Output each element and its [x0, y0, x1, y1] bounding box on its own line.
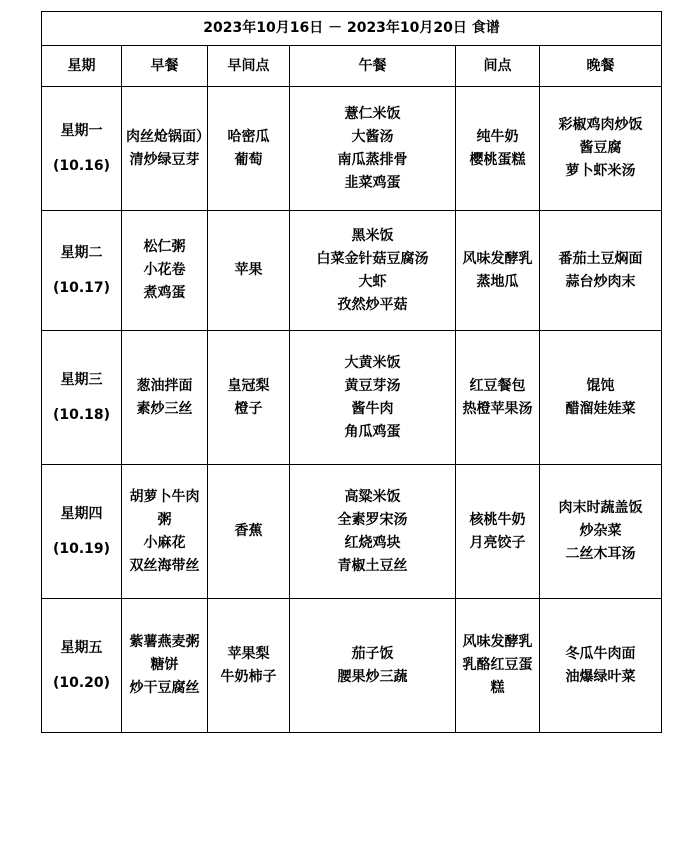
menu-item: 核桃牛奶 — [469, 511, 526, 528]
header-row — [42, 46, 662, 87]
menu-item: 清炒绿豆芽 — [129, 151, 200, 168]
menu-item: 香蕉 — [234, 523, 263, 539]
menu-item: 素炒三丝 — [136, 400, 193, 417]
menu-item: 腰果炒三蔬 — [337, 668, 408, 685]
menu-item: 牛奶柿子 — [220, 668, 277, 685]
day-date: (10.16) — [52, 157, 111, 174]
menu-table — [41, 11, 662, 733]
morning-snack-cell — [208, 465, 290, 599]
menu-item: 蒜台炒肉末 — [565, 273, 636, 290]
day-cell — [42, 465, 122, 599]
breakfast-cell — [122, 599, 208, 733]
table-row — [42, 599, 662, 733]
menu-item: 红烧鸡块 — [344, 534, 401, 551]
afternoon-snack-cell — [456, 331, 540, 465]
day-name: 星期五 — [60, 639, 103, 656]
header-breakfast: 早餐 — [122, 46, 208, 87]
morning-snack-cell — [208, 599, 290, 733]
table-row — [42, 87, 662, 211]
day-cell — [42, 599, 122, 733]
menu-item: 萝卜虾米汤 — [565, 163, 636, 179]
menu-item: 南瓜蒸排骨 — [337, 151, 408, 168]
menu-item: 彩椒鸡肉炒饭 — [558, 117, 643, 133]
lunch-cell — [290, 211, 456, 331]
dinner-cell — [540, 331, 662, 465]
lunch-cell — [290, 599, 456, 733]
menu-item: 角瓜鸡蛋 — [344, 423, 401, 440]
day-name: 星期二 — [60, 244, 103, 261]
menu-item: 冬瓜牛肉面 — [565, 645, 636, 662]
menu-item: 大虾 — [358, 273, 387, 290]
afternoon-snack-cell — [456, 599, 540, 733]
menu-item: 小花卷 — [143, 262, 186, 278]
day-name: 星期一 — [60, 122, 103, 139]
menu-item: 红豆餐包 — [469, 377, 526, 394]
header-morning-snack: 早间点 — [208, 46, 290, 87]
header-dinner: 晚餐 — [540, 46, 662, 87]
header-day: 星期 — [42, 46, 122, 87]
afternoon-snack-cell — [456, 211, 540, 331]
menu-item: 馄饨 — [586, 377, 615, 394]
day-cell — [42, 331, 122, 465]
afternoon-snack-cell — [456, 465, 540, 599]
menu-item: 橙子 — [234, 400, 263, 417]
menu-item: 苹果 — [234, 262, 263, 278]
day-cell — [42, 87, 122, 211]
menu-item: 大黄米饭 — [344, 354, 401, 371]
table-row — [42, 211, 662, 331]
menu-item: 小麻花 — [143, 534, 186, 551]
menu-item: 哈密瓜 — [227, 128, 270, 145]
morning-snack-cell — [208, 87, 290, 211]
menu-item: 纯牛奶 — [476, 128, 519, 145]
breakfast-cell — [122, 211, 208, 331]
day-date: (10.19) — [52, 540, 111, 557]
menu-item: 月亮饺子 — [469, 534, 526, 551]
menu-item: 黑米饭 — [351, 227, 394, 244]
day-name: 星期四 — [60, 505, 103, 522]
menu-item: 葡萄 — [234, 151, 263, 168]
menu-item: 紫薯燕麦粥 — [129, 634, 200, 650]
menu-item: 大酱汤 — [351, 128, 394, 145]
menu-item: 酱豆腐 — [579, 140, 622, 156]
menu-item: 乳酪红豆蛋糕 — [462, 657, 533, 696]
menu-item: 热橙苹果汤 — [462, 400, 533, 417]
menu-item: 醋溜娃娃菜 — [565, 400, 636, 417]
table-row — [42, 465, 662, 599]
menu-item: 番茄土豆焖面 — [558, 250, 643, 267]
menu-item: 肉末时蔬盖饭 — [558, 500, 643, 516]
menu-item: 韭菜鸡蛋 — [344, 174, 401, 191]
menu-item: 风味发酵乳 — [462, 250, 533, 267]
menu-item: 薏仁米饭 — [344, 105, 401, 122]
header-lunch: 午餐 — [290, 46, 456, 87]
dinner-cell — [540, 87, 662, 211]
lunch-cell — [290, 331, 456, 465]
menu-item: 炒干豆腐丝 — [129, 680, 200, 696]
menu-item: 蒸地瓜 — [476, 273, 519, 290]
menu-item: 煮鸡蛋 — [143, 285, 186, 301]
day-cell — [42, 211, 122, 331]
lunch-cell — [290, 465, 456, 599]
menu-item: 酱牛肉 — [351, 400, 394, 417]
breakfast-cell — [122, 87, 208, 211]
menu-item: 肉丝炝锅面） — [126, 128, 210, 145]
title-row — [42, 12, 662, 46]
day-date: (10.18) — [52, 406, 111, 423]
day-name: 星期三 — [60, 371, 103, 388]
table-row — [42, 331, 662, 465]
menu-item: 苹果梨 — [227, 645, 270, 662]
menu-item: 青椒土豆丝 — [337, 557, 408, 574]
day-date: (10.17) — [52, 279, 111, 296]
menu-item: 胡萝卜牛肉粥 — [129, 488, 200, 528]
morning-snack-cell — [208, 211, 290, 331]
menu-item: 高粱米饭 — [344, 488, 401, 505]
dinner-cell — [540, 465, 662, 599]
menu-item: 炒杂菜 — [579, 523, 622, 539]
menu-item: 松仁粥 — [143, 239, 186, 255]
menu-item: 樱桃蛋糕 — [469, 151, 526, 168]
menu-item: 双丝海带丝 — [129, 557, 200, 574]
menu-item: 白菜金针菇豆腐汤 — [316, 250, 429, 267]
menu-item: 全素罗宋汤 — [337, 511, 408, 528]
header-afternoon-snack: 间点 — [456, 46, 540, 87]
breakfast-cell — [122, 465, 208, 599]
day-date: (10.20) — [52, 674, 111, 691]
menu-item: 风味发酵乳 — [462, 634, 533, 650]
morning-snack-cell — [208, 331, 290, 465]
menu-item: 茄子饭 — [351, 645, 394, 662]
lunch-cell — [290, 87, 456, 211]
menu-item: 葱油拌面 — [136, 377, 193, 394]
dinner-cell — [540, 211, 662, 331]
menu-item: 油爆绿叶菜 — [565, 668, 636, 685]
breakfast-cell — [122, 331, 208, 465]
menu-item: 二丝木耳汤 — [565, 546, 636, 562]
dinner-cell — [540, 599, 662, 733]
menu-item: 糖饼 — [150, 657, 179, 673]
menu-title: 2023年10月16日 － 2023年10月20日 食谱 — [42, 12, 662, 46]
menu-item: 皇冠梨 — [227, 377, 270, 394]
afternoon-snack-cell — [456, 87, 540, 211]
menu-item: 黄豆芽汤 — [344, 377, 401, 394]
menu-item: 孜然炒平菇 — [337, 296, 408, 313]
